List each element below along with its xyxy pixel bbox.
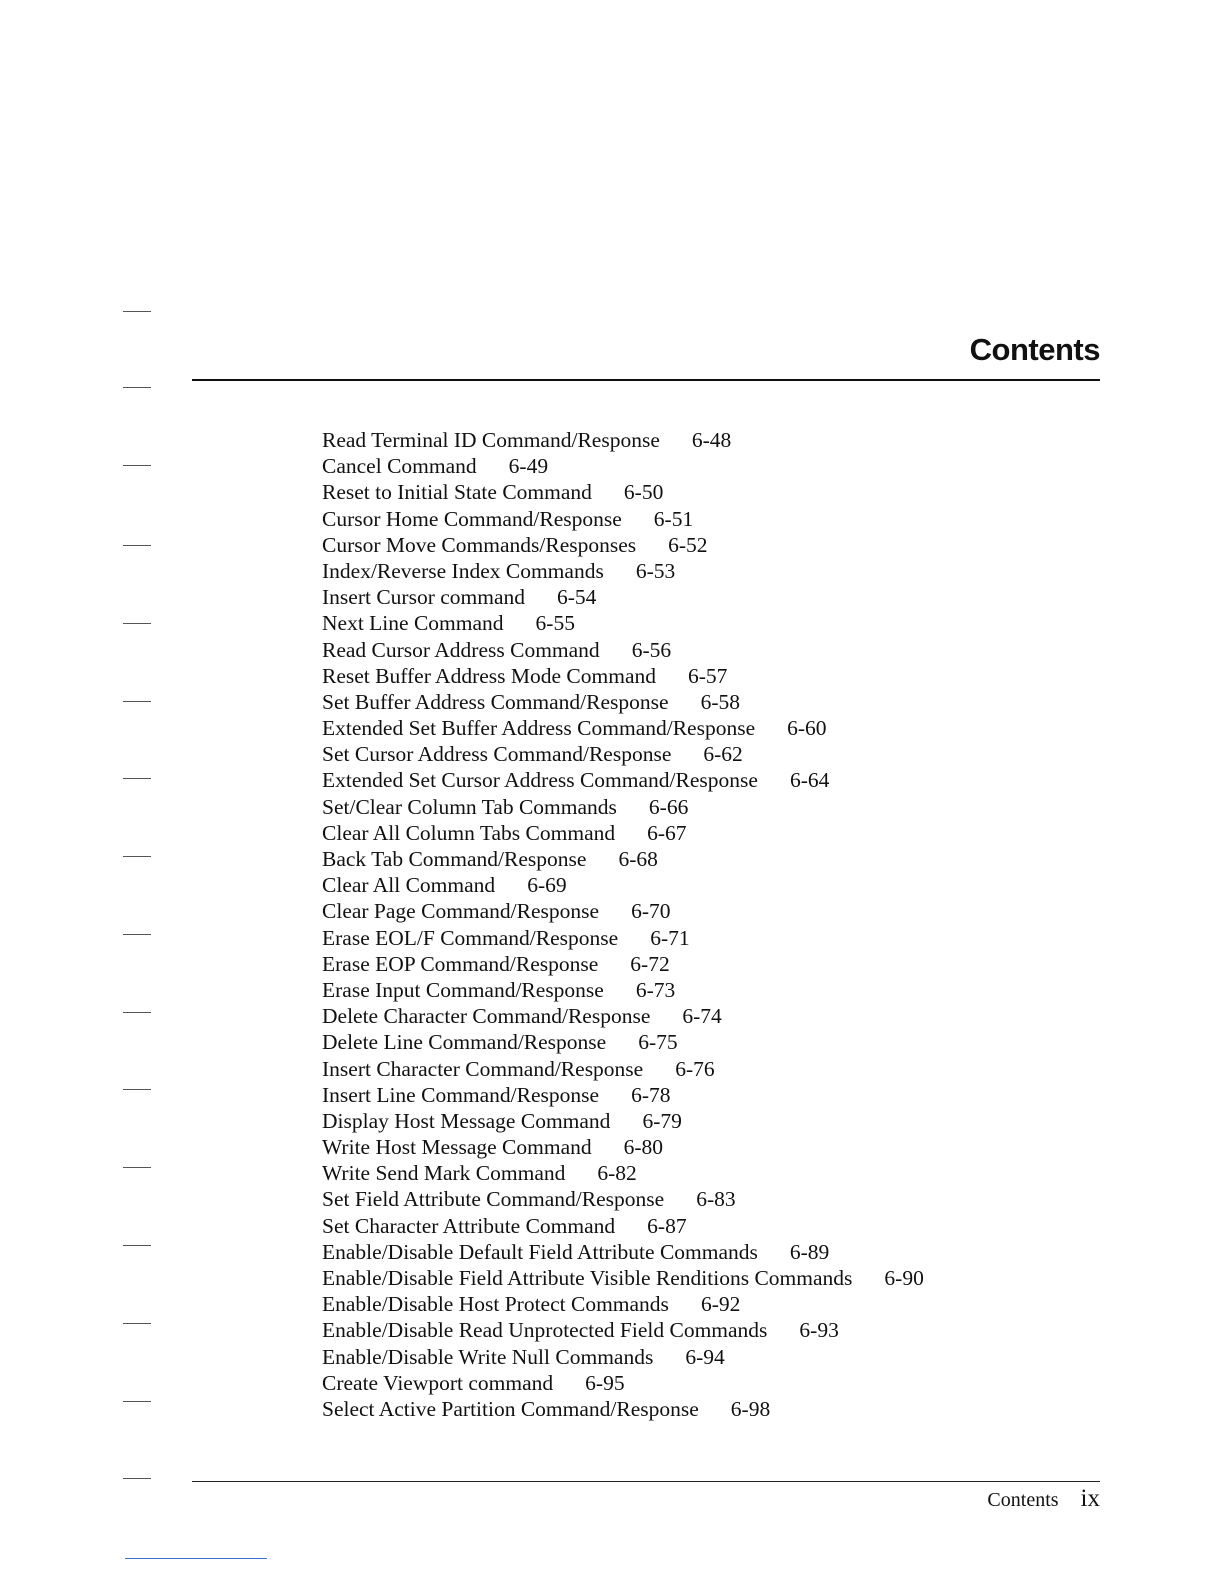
binder-mark <box>123 1089 151 1090</box>
binder-mark <box>123 545 151 546</box>
toc-entry[interactable] <box>322 1134 1102 1160</box>
toc-entry[interactable] <box>322 1265 1102 1291</box>
toc-entry-page: 6-89 <box>789 1239 830 1264</box>
toc-entry[interactable] <box>322 1239 1102 1265</box>
toc-entry[interactable] <box>322 1160 1102 1186</box>
toc-entry[interactable] <box>322 689 1102 715</box>
toc-entry-title: Set Buffer Address Command/Response <box>322 689 669 714</box>
toc-entry[interactable] <box>322 872 1102 898</box>
toc-entry-page: 6-62 <box>703 742 743 767</box>
toc-entry-title: Reset to Initial State Command <box>322 480 592 505</box>
toc-entry-title: Read Cursor Address Command <box>322 637 600 662</box>
scan-edge-line <box>125 1558 267 1559</box>
toc-entry[interactable] <box>322 558 1102 584</box>
toc-entry-title: Delete Line Command/Response <box>322 1030 607 1055</box>
toc-entry[interactable] <box>322 506 1102 532</box>
page-footer <box>987 1485 1100 1513</box>
header-rule <box>192 379 1100 381</box>
toc-entry-page: 6-51 <box>653 506 694 531</box>
footer-rule <box>192 1481 1100 1482</box>
toc-entry-page: 6-53 <box>635 558 676 583</box>
toc-entry[interactable] <box>322 584 1102 610</box>
toc-entry[interactable] <box>322 453 1102 479</box>
toc-entry-page: 6-73 <box>635 977 676 1002</box>
binder-mark <box>123 623 151 624</box>
toc-entry[interactable] <box>322 715 1102 741</box>
toc-entry[interactable] <box>322 977 1102 1003</box>
toc-entry-page: 6-87 <box>647 1213 687 1238</box>
toc-entry[interactable] <box>322 1317 1102 1343</box>
footer-page-number: ix <box>1080 1485 1100 1512</box>
binder-mark <box>123 1478 151 1479</box>
binder-mark <box>123 465 151 466</box>
toc-entry-page: 6-54 <box>557 585 597 610</box>
binder-mark <box>123 1167 151 1168</box>
toc-entry-title: Enable/Disable Write Null Commands <box>322 1344 654 1369</box>
toc-entry-page: 6-49 <box>508 454 549 479</box>
toc-entry-page: 6-93 <box>799 1318 839 1343</box>
toc-entry-title: Insert Character Command/Response <box>322 1056 644 1081</box>
toc-entry-title: Set/Clear Column Tab Commands <box>322 794 617 819</box>
toc-entry-page: 6-94 <box>685 1344 725 1369</box>
toc-entry-title: Select Active Partition Command/Response <box>322 1396 699 1421</box>
toc-entry-title: Read Terminal ID Command/Response <box>322 428 660 452</box>
toc-entry-page: 6-71 <box>650 925 690 950</box>
toc-entry[interactable] <box>322 741 1102 767</box>
toc-entry[interactable] <box>322 610 1102 636</box>
toc-entry-title: Insert Cursor command <box>322 585 526 610</box>
binder-mark <box>123 701 151 702</box>
toc-entry-page: 6-48 <box>691 428 732 452</box>
toc-entry-page: 6-72 <box>630 951 670 976</box>
toc-entry-title: Set Cursor Address Command/Response <box>322 742 672 767</box>
toc-entry[interactable] <box>322 1344 1102 1370</box>
binder-mark <box>123 1401 151 1402</box>
toc-entry-page: 6-95 <box>585 1370 625 1395</box>
toc-entry-title: Erase EOP Command/Response <box>322 951 599 976</box>
toc-entry[interactable] <box>322 1108 1102 1134</box>
toc-entry-page: 6-57 <box>688 663 728 688</box>
binder-mark <box>123 934 151 935</box>
toc-entry-page: 6-90 <box>884 1266 924 1290</box>
binder-mark <box>123 778 151 779</box>
toc-entry[interactable] <box>322 1029 1102 1055</box>
toc-entry-page: 6-83 <box>696 1187 736 1212</box>
toc-entry-title: Cancel Command <box>322 454 477 479</box>
table-of-contents <box>322 427 1102 1422</box>
toc-entry-page: 6-74 <box>682 1004 722 1029</box>
toc-entry-title: Reset Buffer Address Mode Command <box>322 663 657 688</box>
toc-entry-page: 6-70 <box>631 899 671 924</box>
toc-entry[interactable] <box>322 767 1102 793</box>
toc-entry-page: 6-78 <box>631 1082 671 1107</box>
toc-entry-title: Enable/Disable Default Field Attribute Commands <box>322 1239 758 1264</box>
toc-entry[interactable] <box>322 1082 1102 1108</box>
toc-entry-page: 6-82 <box>597 1161 637 1186</box>
toc-entry[interactable] <box>322 663 1102 689</box>
toc-entry-title: Clear Page Command/Response <box>322 899 600 924</box>
toc-entry-title: Enable/Disable Host Protect Commands <box>322 1292 669 1317</box>
toc-entry[interactable] <box>322 427 1102 453</box>
toc-entry-page: 6-58 <box>700 689 740 714</box>
toc-entry-title: Back Tab Command/Response <box>322 847 587 871</box>
binder-mark <box>123 311 151 312</box>
page-header-title: Contents <box>969 332 1100 367</box>
toc-entry[interactable] <box>322 532 1102 558</box>
toc-entry[interactable] <box>322 820 1102 846</box>
toc-entry-title: Clear All Command <box>322 873 496 898</box>
toc-entry-title: Create Viewport command <box>322 1370 554 1395</box>
toc-entry[interactable] <box>322 479 1102 505</box>
toc-entry-title: Cursor Home Command/Response <box>322 506 622 531</box>
toc-entry-page: 6-79 <box>642 1108 682 1133</box>
toc-entry[interactable] <box>322 1003 1102 1029</box>
toc-entry-title: Clear All Column Tabs Command <box>322 820 616 845</box>
toc-entry-title: Enable/Disable Field Attribute Visible Renditions Commands <box>322 1266 853 1290</box>
toc-entry-page: 6-64 <box>789 768 830 793</box>
toc-entry-title: Erase Input Command/Response <box>322 977 604 1002</box>
toc-entry-title: Index/Reverse Index Commands <box>322 558 604 583</box>
binder-mark <box>123 856 151 857</box>
toc-entry-page: 6-56 <box>631 637 672 662</box>
binder-mark <box>123 1323 151 1324</box>
toc-entry-page: 6-67 <box>647 820 687 845</box>
binder-mark <box>123 387 151 388</box>
toc-entry[interactable] <box>322 846 1102 872</box>
toc-entry-page: 6-92 <box>700 1292 741 1317</box>
toc-entry-page: 6-52 <box>668 532 708 557</box>
toc-entry-title: Write Host Message Command <box>322 1135 592 1160</box>
toc-entry[interactable] <box>322 1291 1102 1317</box>
toc-entry-page: 6-76 <box>675 1056 715 1081</box>
toc-entry-title: Write Send Mark Command <box>322 1161 566 1186</box>
toc-entry-title: Extended Set Cursor Address Command/Response <box>322 768 758 793</box>
toc-entry[interactable] <box>322 1213 1102 1239</box>
toc-entry-page: 6-68 <box>618 847 658 871</box>
toc-entry-title: Display Host Message Command <box>322 1108 611 1133</box>
binder-mark <box>123 1245 151 1246</box>
toc-entry-title: Delete Character Command/Response <box>322 1004 651 1029</box>
toc-entry-page: 6-50 <box>623 480 664 505</box>
toc-entry-page: 6-98 <box>730 1396 771 1421</box>
toc-entry-title: Insert Line Command/Response <box>322 1082 600 1107</box>
toc-entry[interactable] <box>322 794 1102 820</box>
toc-entry-title: Set Field Attribute Command/Response <box>322 1187 665 1212</box>
toc-entry[interactable] <box>322 1396 1102 1422</box>
binder-mark <box>123 1012 151 1013</box>
toc-entry-page: 6-75 <box>638 1030 678 1055</box>
toc-entry[interactable] <box>322 1370 1102 1396</box>
toc-entry-page: 6-80 <box>623 1135 664 1160</box>
toc-entry-title: Erase EOL/F Command/Response <box>322 925 619 950</box>
toc-entry[interactable] <box>322 925 1102 951</box>
toc-entry-page: 6-69 <box>527 873 567 898</box>
toc-entry[interactable] <box>322 637 1102 663</box>
toc-entry-title: Set Character Attribute Command <box>322 1213 616 1238</box>
toc-entry-title: Next Line Command <box>322 611 504 636</box>
toc-entry-page: 6-60 <box>787 716 827 741</box>
footer-label: Contents <box>987 1489 1059 1511</box>
toc-entry-title: Cursor Move Commands/Responses <box>322 532 637 557</box>
toc-entry-title: Extended Set Buffer Address Command/Response <box>322 716 756 741</box>
toc-entry[interactable] <box>322 951 1102 977</box>
toc-entry-title: Enable/Disable Read Unprotected Field Commands <box>322 1318 768 1343</box>
toc-entry[interactable] <box>322 1056 1102 1082</box>
toc-entry[interactable] <box>322 1186 1102 1212</box>
toc-entry-page: 6-66 <box>648 794 689 819</box>
toc-entry-page: 6-55 <box>535 611 575 636</box>
toc-entry[interactable] <box>322 898 1102 924</box>
